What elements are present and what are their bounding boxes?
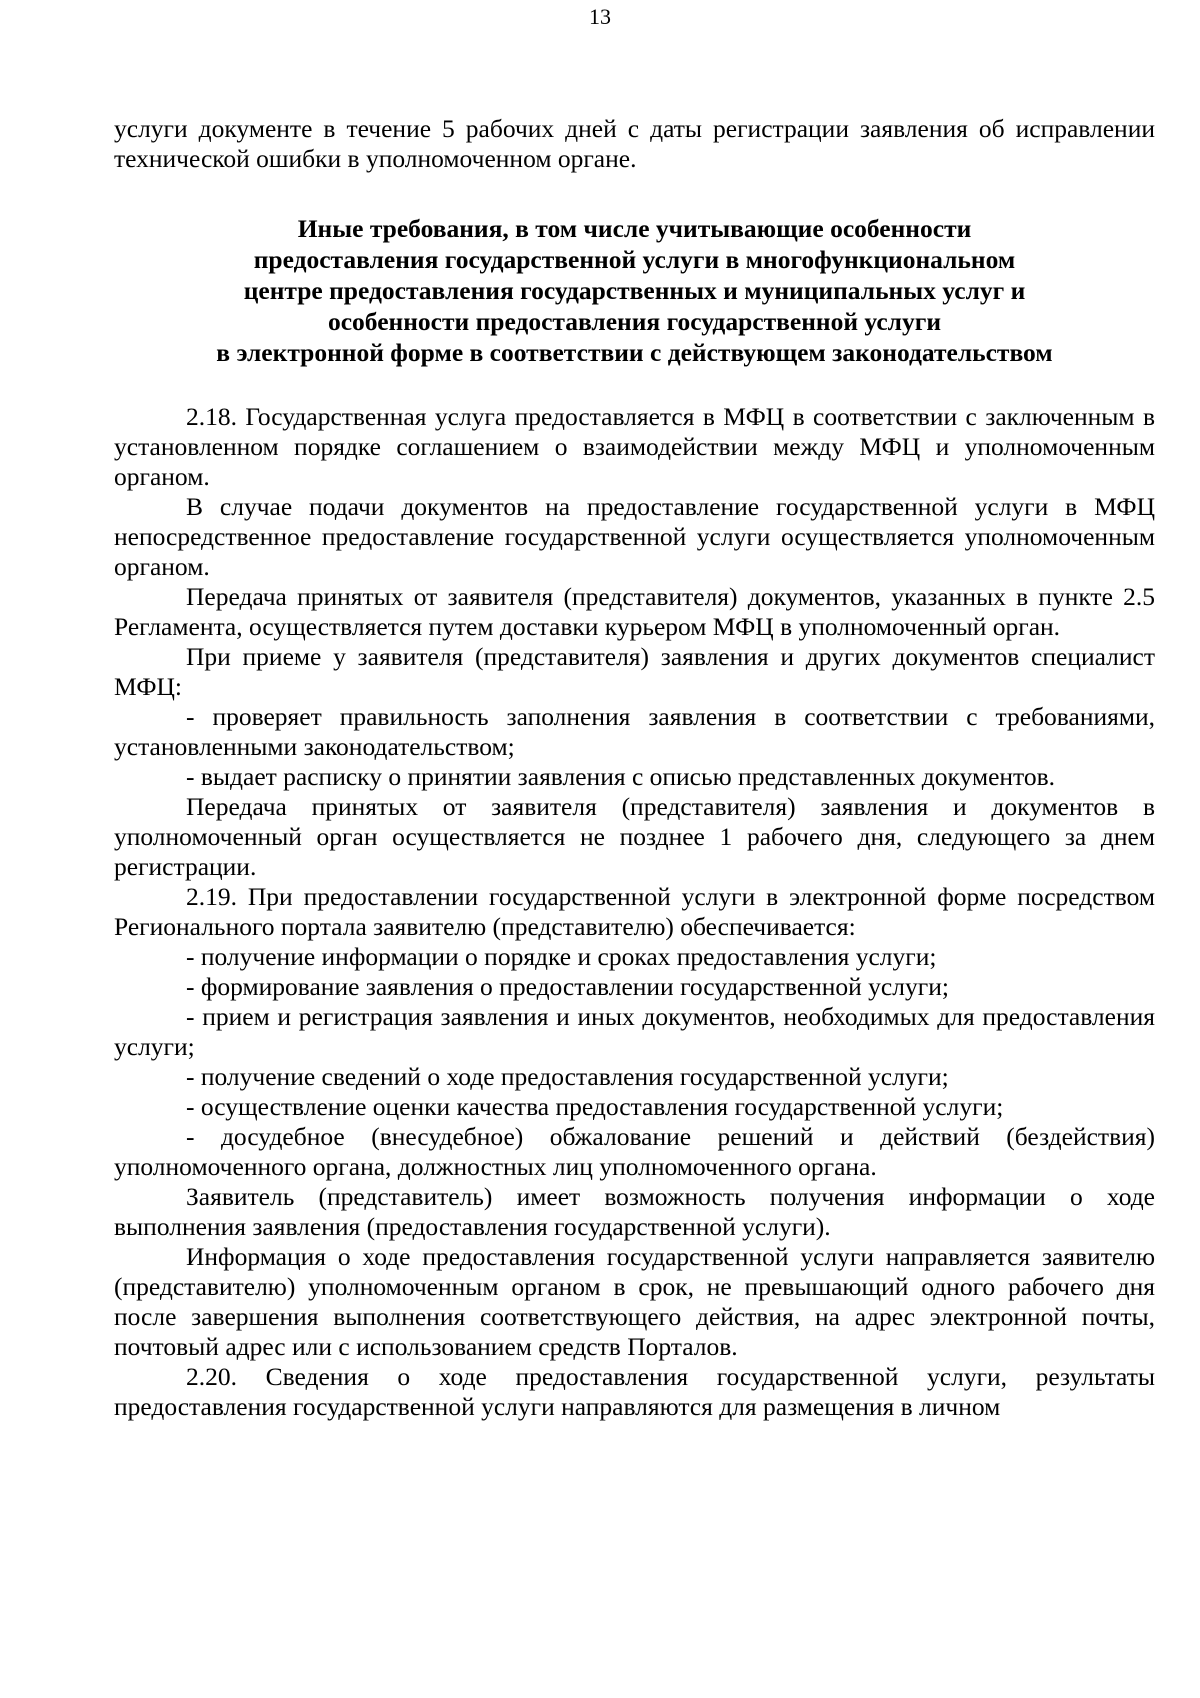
- list-item-info: - получение информации о порядке и сроках предоставления услуги;: [186, 942, 937, 971]
- paragraph-2-19: 2.19. При предоставлении государственной услуги в электронной форме посредством Регионального портала заявителю (представителю) обеспечивается:: [114, 882, 1155, 941]
- paragraph-2-20: 2.20. Сведения о ходе предоставления государственной услуги, результаты предоставления государственной услуги направляются для размещения в личном: [114, 1362, 1155, 1421]
- paragraph-2-18: 2.18. Государственная услуга предоставляется в МФЦ в соответствии с заключенным в установленном порядке соглашением о взаимодействии между МФЦ и уполномоченным органом.: [114, 402, 1155, 491]
- heading-line-2: предоставления государственной услуги в многофункциональном: [253, 245, 1016, 274]
- list-item-progress-info: - получение сведений о ходе предоставления государственной услуги;: [186, 1062, 949, 1091]
- paragraph-progress-notification: Информация о ходе предоставления государственной услуги направляется заявителю (представителю) уполномоченным органом в срок, не превышающий одного рабочего дня после завершения выполнения соответствующего действия, на адрес электронной почты, почтовый адрес или с использованием средств Порталов.: [114, 1242, 1155, 1361]
- list-item-form-application: - формирование заявления о предоставлении государственной услуги;: [186, 972, 949, 1001]
- heading-line-3: центре предоставления государственных и муниципальных услуг и: [243, 276, 1026, 305]
- heading-line-1: Иные требования, в том числе учитывающие особенности: [297, 214, 972, 243]
- page-number: 13: [589, 4, 611, 29]
- document-body: [114, 114, 1155, 1422]
- heading-line-4: особенности предоставления государственной услуги: [327, 307, 942, 336]
- list-item-check-application: - проверяет правильность заполнения заявления в соответствии с требованиями, установленными законодательством;: [114, 702, 1155, 761]
- paragraph-mfc-submission: В случае подачи документов на предоставление государственной услуги в МФЦ непосредственное предоставление государственной услуги осуществляется уполномоченным органом.: [114, 492, 1155, 581]
- paragraph-applicant-info: Заявитель (представитель) имеет возможность получения информации о ходе выполнения заявления (предоставления государственной услуги).: [114, 1182, 1155, 1241]
- paragraph-courier-transfer: Передача принятых от заявителя (представителя) документов, указанных в пункте 2.5 Регламента, осуществляется путем доставки курьером МФЦ в уполномоченный орган.: [114, 582, 1155, 641]
- list-item-issue-receipt: - выдает расписку о принятии заявления с описью представленных документов.: [186, 762, 1056, 791]
- heading-line-5: в электронной форме в соответствии с действующем законодательством: [216, 338, 1053, 367]
- list-item-registration: - прием и регистрация заявления и иных документов, необходимых для предоставления услуги;: [114, 1002, 1155, 1061]
- paragraph-mfc-specialist: При приеме у заявителя (представителя) заявления и других документов специалист МФЦ:: [114, 642, 1155, 701]
- list-item-appeal: - досудебное (внесудебное) обжалование решений и действий (бездействия) уполномоченного органа, должностных лиц уполномоченного органа.: [114, 1122, 1155, 1181]
- section-heading: [114, 213, 1155, 368]
- intro-paragraph: услуги документе в течение 5 рабочих дней с даты регистрации заявления об исправлении технической ошибки в уполномоченном органе.: [114, 114, 1155, 173]
- paragraph-transfer-deadline: Передача принятых от заявителя (представителя) заявления и документов в уполномоченный орган осуществляется не позднее 1 рабочего дня, следующего за днем регистрации.: [114, 792, 1155, 881]
- list-item-quality-evaluation: - осуществление оценки качества предоставления государственной услуги;: [186, 1092, 1004, 1121]
